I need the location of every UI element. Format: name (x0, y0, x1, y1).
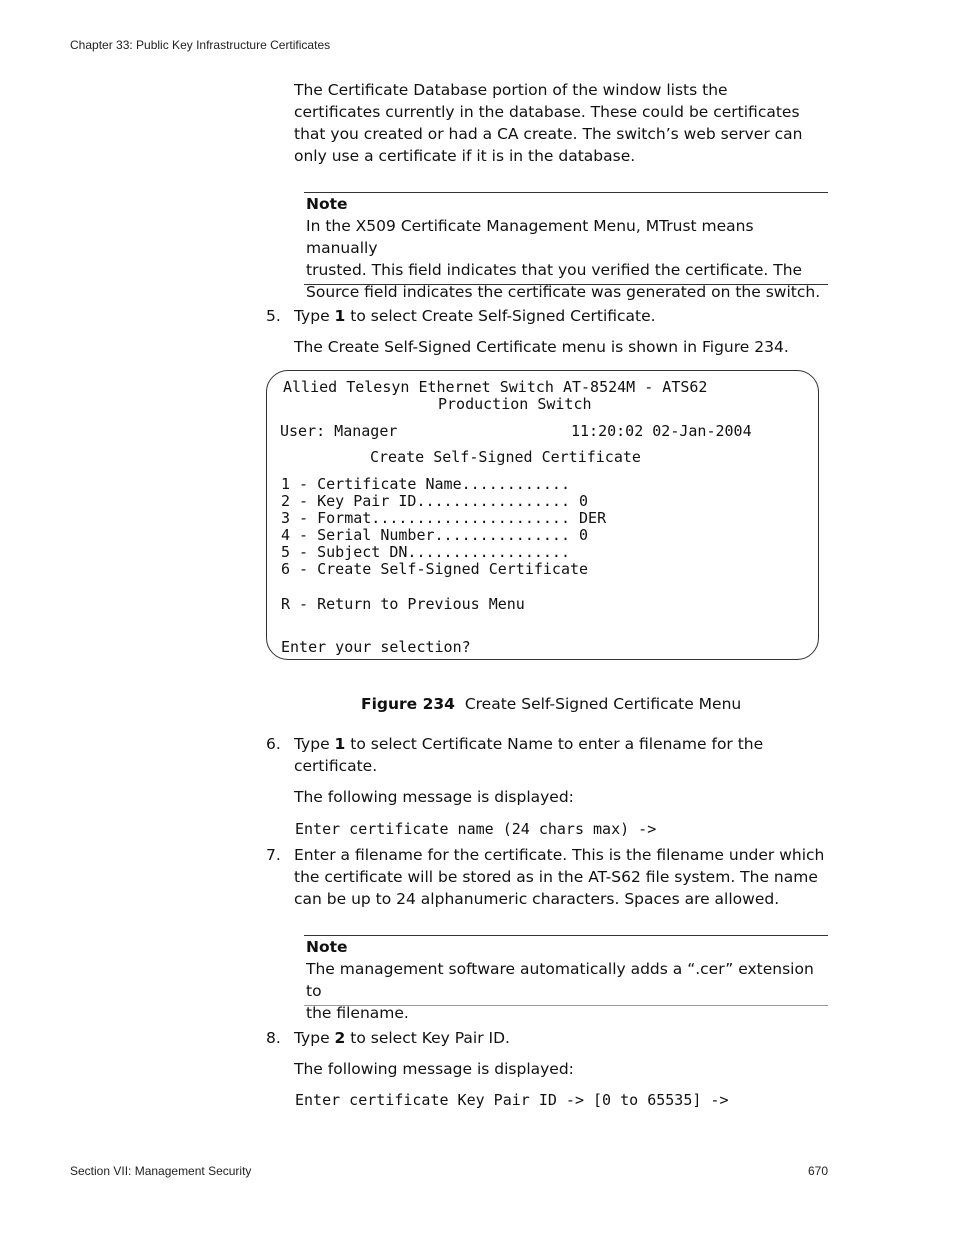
terminal-subtitle-line: Production Switch (438, 395, 592, 413)
step-key: 1 (334, 735, 346, 753)
note-heading: Note (306, 938, 348, 956)
step-6-line-1 (294, 733, 763, 755)
step-8-code: Enter certificate Key Pair ID -> [0 to 65535] -> (295, 1091, 729, 1109)
terminal-prompt: Enter your selection? (281, 638, 471, 656)
note-bottom-rule (304, 284, 828, 285)
step-text-post: to select Certificate Name to enter a filename for the (345, 735, 764, 753)
note-line: Source field indicates the certificate was generated on the switch. (306, 283, 821, 301)
terminal-menu-item: 5 - Subject DN.................. (281, 543, 570, 561)
step-number: 8. (266, 1029, 281, 1047)
note-line: the filename. (306, 1004, 409, 1022)
step-text-pre: Type (294, 735, 335, 753)
terminal-screen (266, 370, 819, 660)
page-number: 670 (808, 1164, 829, 1178)
note-heading: Note (306, 195, 348, 213)
step-6-code: Enter certificate name (24 chars max) -> (295, 820, 657, 838)
step-7-line: the certificate will be stored as in the AT-S62 file system. The name (294, 868, 818, 886)
section-footer: Section VII: Management Security (70, 1164, 252, 1178)
step-number: 7. (266, 846, 281, 864)
intro-line: The Certificate Database portion of the window lists the (294, 81, 728, 99)
terminal-menu-item: 2 - Key Pair ID................. 0 (281, 492, 589, 510)
terminal-menu-title: Create Self-Signed Certificate (370, 448, 641, 466)
intro-line: only use a certificate if it is in the database. (294, 147, 636, 165)
note-box (304, 935, 828, 1022)
step-7-text (294, 844, 824, 910)
intro-paragraph (294, 79, 802, 167)
step-number: 5. (266, 307, 281, 325)
terminal-title-line: Allied Telesyn Ethernet Switch AT-8524M - ATS62 (283, 378, 708, 396)
step-number: 6. (266, 735, 281, 753)
step-8-text (294, 1027, 510, 1049)
terminal-menu-item: 4 - Serial Number............... 0 (281, 526, 589, 544)
step-6-follow: The following message is displayed: (294, 788, 574, 806)
step-5-text (294, 305, 656, 327)
terminal-menu-item: 3 - Format...................... DER (281, 509, 607, 527)
terminal-menu-item: 6 - Create Self-Signed Certificate (281, 560, 589, 578)
step-text-post: to select Key Pair ID. (345, 1029, 510, 1047)
figure-caption-text: Create Self-Signed Certificate Menu (464, 695, 742, 713)
step-key: 1 (334, 307, 346, 325)
step-7-line: Enter a filename for the certificate. This is the filename under which (294, 846, 825, 864)
step-key: 2 (334, 1029, 346, 1047)
figure-caption (361, 693, 741, 715)
step-text-post: to select Create Self-Signed Certificate. (345, 307, 656, 325)
note-line: In the X509 Certificate Management Menu, MTrust means manually (306, 217, 754, 257)
step-7-line: can be up to 24 alphanumeric characters. Spaces are allowed. (294, 890, 780, 908)
step-6-line-2: certificate. (294, 757, 378, 775)
terminal-menu-item: 1 - Certificate Name............ (281, 475, 570, 493)
terminal-user: User: Manager (280, 422, 398, 440)
intro-line: certificates currently in the database. These could be certificates (294, 103, 800, 121)
note-bottom-rule (304, 1005, 828, 1006)
chapter-header: Chapter 33: Public Key Infrastructure Certificates (70, 38, 331, 52)
note-line: trusted. This field indicates that you verified the certificate. The (306, 261, 803, 279)
figure-label: Figure 234 (361, 695, 455, 713)
terminal-return-item: R - Return to Previous Menu (281, 595, 525, 613)
step-5-follow: The Create Self-Signed Certificate menu is shown in Figure 234. (294, 338, 789, 356)
note-line: The management software automatically adds a “.cer” extension to (306, 960, 814, 1000)
step-text-pre: Type (294, 307, 335, 325)
step-8-follow: The following message is displayed: (294, 1060, 574, 1078)
step-6-text (294, 733, 763, 777)
intro-line: that you created or had a CA create. The switch’s web server can (294, 125, 803, 143)
note-box (304, 192, 828, 301)
terminal-datetime: 11:20:02 02-Jan-2004 (571, 422, 752, 440)
step-text-pre: Type (294, 1029, 335, 1047)
